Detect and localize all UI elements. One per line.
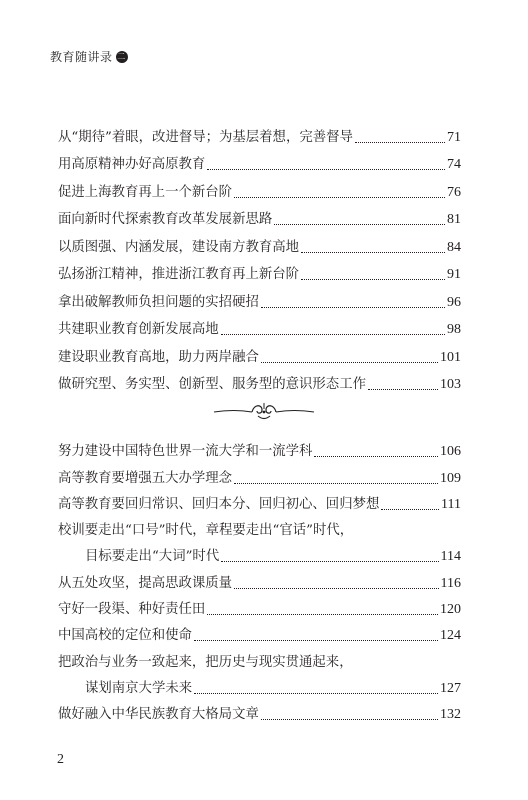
dot-leader [207,169,445,170]
toc-entry-page: 91 [447,267,461,282]
dot-leader [301,279,445,280]
dot-leader [234,588,438,589]
toc-section-1 [58,119,461,394]
dot-leader [301,252,445,253]
toc-entry-title: 共建职业教育创新发展高地 [58,322,219,337]
toc-entry[interactable] [58,202,461,230]
dot-leader [261,719,438,720]
dot-leader [234,197,445,198]
volume-mark: 二 [117,51,126,61]
toc-entry-page: 111 [441,496,461,512]
dot-leader [261,307,445,308]
toc-entry-page: 101 [440,349,461,365]
toc-entry[interactable] [58,488,461,514]
toc-entry[interactable] [58,257,461,285]
toc-entry-page: 127 [440,680,461,696]
toc-section-2 [58,435,461,724]
dot-leader [221,334,445,335]
dot-leader [194,640,438,641]
toc-entry[interactable] [58,174,461,202]
ornamental-divider [212,400,316,422]
toc-entry-title: 从五处攻坚，提高思政课质量 [58,575,233,591]
toc-entry-page: 76 [447,184,461,200]
toc-entry-title: 目标要走出“大词”时代 [85,549,220,565]
toc-entry-first-line[interactable] [58,645,461,671]
toc-entry[interactable] [58,461,461,487]
dot-leader [207,614,438,615]
toc-entry-title: 高等教育要增强五大办学理念 [58,470,233,486]
toc-entry-continuation[interactable] [58,540,461,566]
running-head [50,48,128,65]
toc-entry-title: 做研究型、务实型、创新型、服务型的意识形态工作 [58,377,366,392]
toc-entry-page: 116 [440,575,461,591]
toc-entry-title: 促进上海教育再上一个新台阶 [58,184,233,200]
toc-entry-title: 做好融入中华民族教育大格局文章 [58,707,259,723]
toc-entry[interactable] [58,566,461,592]
toc-entry[interactable] [58,119,461,147]
page-number: 2 [57,752,64,767]
toc-entry-title: 弘扬浙江精神，推进浙江教育再上新台阶 [58,267,300,282]
book-title: 教育随讲录 [50,50,113,64]
toc-entry[interactable] [58,284,461,312]
toc-entry-title: 面向新时代探索教育改革发展新思路 [58,212,273,227]
toc-entry-page: 84 [447,239,461,255]
toc-entry[interactable] [58,593,461,619]
toc-entry-title: 从“期待”着眼，改进督导；为基层着想，完善督导 [58,129,353,145]
toc-entry[interactable] [58,367,461,395]
toc-entry-page: 74 [447,157,461,172]
toc-entry-title: 努力建设中国特色世界一流大学和一流学科 [58,444,313,460]
toc-entry-page: 103 [440,377,461,392]
toc-entry-title: 以质图强、内涵发展，建设南方教育高地 [58,239,300,255]
toc-entry-page: 71 [447,129,461,145]
toc-entry-page: 96 [447,294,461,310]
toc-entry-page: 120 [440,602,461,618]
toc-entry-page: 106 [440,444,461,460]
toc-entry-title: 把政治与业务一致起来，把历史与现实贯通起来， [58,654,353,670]
toc-entry-page: 124 [440,628,461,644]
dot-leader [355,142,445,143]
toc-entry[interactable] [58,619,461,645]
toc-entry[interactable] [58,229,461,257]
toc-entry[interactable] [58,312,461,340]
toc-entry-title: 用高原精神办好高原教育 [58,157,206,172]
dot-leader [234,483,438,484]
toc-entry-title: 谋划南京大学未来 [85,680,193,696]
toc-entry-title: 中国高校的定位和使命 [58,628,192,644]
toc-entry-title: 守好一段渠、种好责任田 [58,602,206,618]
toc-entry-title: 拿出破解教师负担问题的实招硬招 [58,294,259,310]
toc-entry-title: 高等教育要回归常识、回归本分、回归初心、回归梦想 [58,496,380,512]
dot-leader [274,224,445,225]
toc-entry[interactable] [58,698,461,724]
toc-entry-continuation[interactable] [58,672,461,698]
toc-entry-title: 建设职业教育高地，助力两岸融合 [58,349,259,365]
dot-leader [261,362,438,363]
dot-leader [314,456,438,457]
toc-entry[interactable] [58,147,461,175]
toc-entry-page: 109 [440,470,461,486]
toc-entry[interactable] [58,339,461,367]
dot-leader [381,509,439,510]
toc-entry-page: 81 [447,212,461,227]
toc-entry-page: 114 [440,549,461,565]
toc-entry[interactable] [58,435,461,461]
toc-entry-first-line[interactable] [58,514,461,540]
dot-leader [221,561,438,562]
toc-entry-page: 98 [447,322,461,337]
toc-entry-page: 132 [440,707,461,723]
dot-leader [194,693,438,694]
toc-entry-title: 校训要走出“口号”时代，章程要走出“官话”时代， [58,523,354,539]
dot-leader [368,389,438,390]
